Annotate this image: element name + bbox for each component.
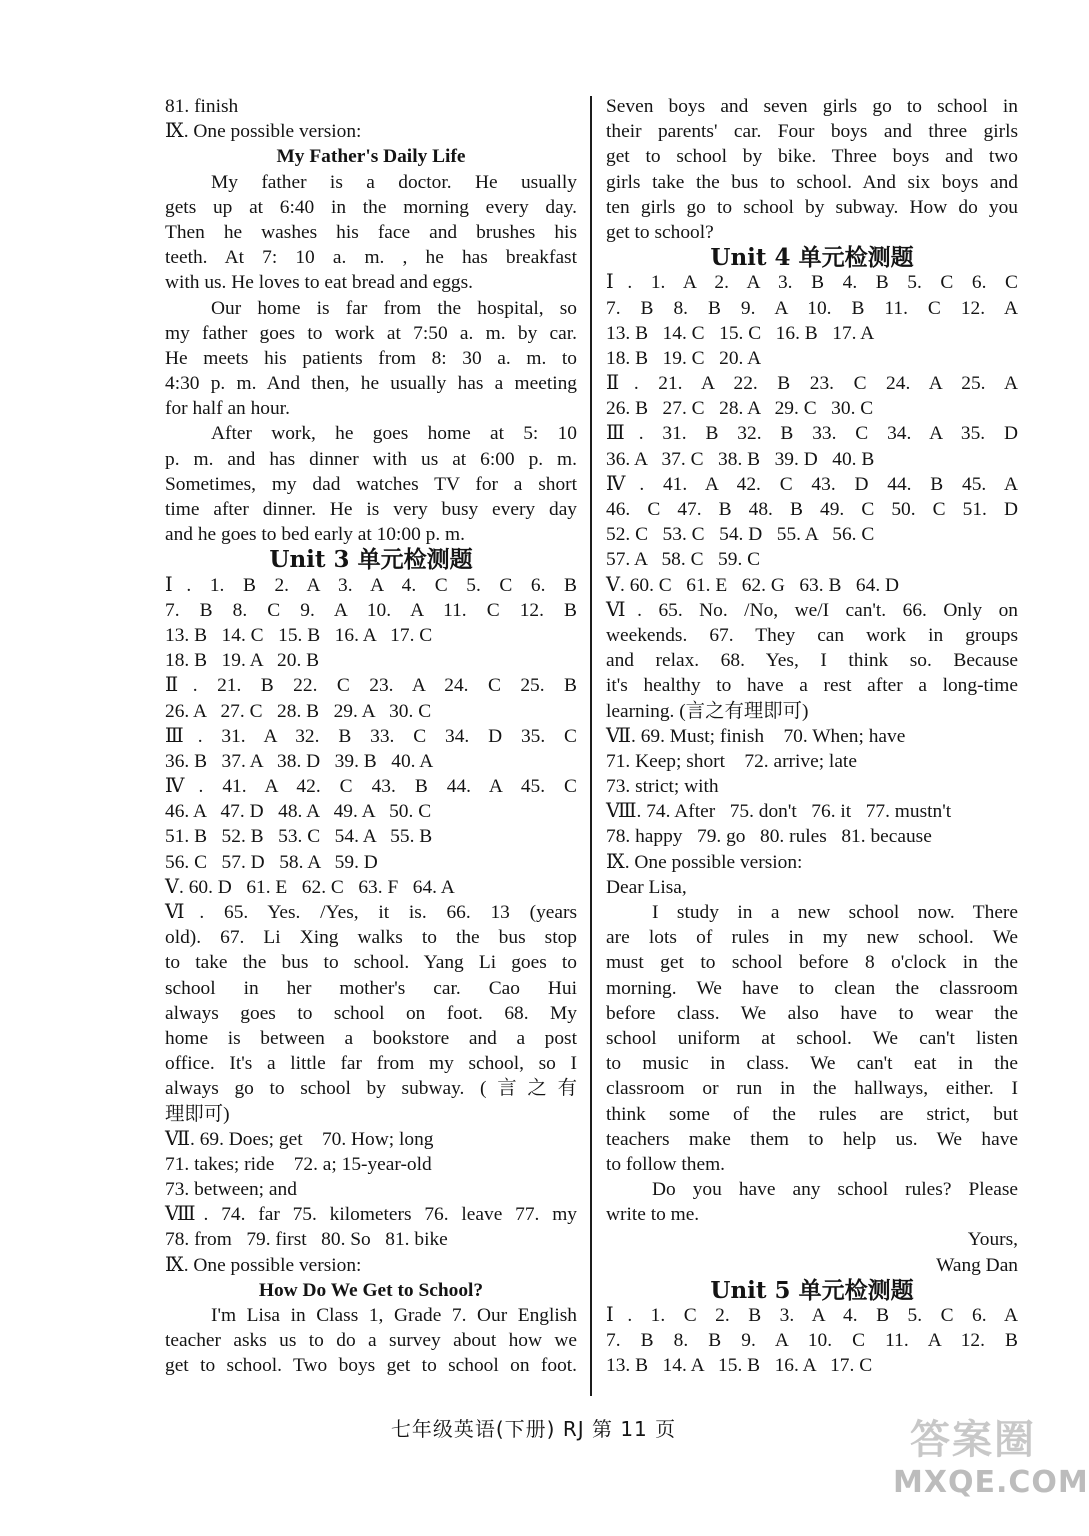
- left-column-line: 26. A 27. C 28. B 29. A 30. C: [165, 700, 432, 722]
- left-column-line: Ⅰ. 1. B 2. A 3. A 4. C 5. C 6. B: [165, 574, 577, 596]
- right-column-line: must get to school before 8 o'clock in the: [606, 952, 1018, 974]
- right-column-line: Ⅴ. 60. C 61. E 62. G 63. B 64. D: [606, 574, 900, 596]
- left-column-line: 理即可): [165, 1103, 230, 1125]
- column-divider: [590, 96, 592, 1396]
- right-column-line: write to me.: [606, 1204, 700, 1226]
- right-column-line: girls take the bus to school. And six boys and: [606, 171, 1018, 193]
- left-column-line: Ⅲ. 31. A 32. B 33. C 34. D 35. C: [165, 725, 577, 747]
- right-column-line: 36. A 37. C 38. B 39. D 40. B: [606, 448, 875, 470]
- left-column-line: 51. B 52. B 53. C 54. A 55. B: [165, 826, 433, 848]
- right-column-line: Ⅱ. 21. A 22. B 23. C 24. A 25. A: [606, 373, 1018, 395]
- left-column-line: After work, he goes home at 5: 10: [211, 423, 577, 445]
- left-column-line: Ⅱ. 21. B 22. C 23. A 24. C 25. B: [165, 675, 577, 697]
- watermark-logo: 答案圈: [910, 1417, 1036, 1463]
- left-column-line: 13. B 14. C 15. B 16. A 17. C: [165, 624, 433, 646]
- left-column-line: Our home is far from the hospital, so: [211, 297, 577, 319]
- right-column-line: ten girls go to school by subway. How do you: [606, 196, 1018, 218]
- left-column-line: school in her mother's car. Cao Hui: [165, 977, 577, 999]
- right-column-line: Wang Dan: [936, 1254, 1018, 1276]
- right-column-line: Ⅰ. 1. A 2. A 3. B 4. B 5. C 6. C: [606, 272, 1018, 294]
- right-column-line: to music in class. We can't eat in the: [606, 1053, 1018, 1075]
- right-column-line: before class. We also have to wear the: [606, 1002, 1018, 1024]
- right-column-line: Ⅲ. 31. B 32. B 33. C 34. A 35. D: [606, 423, 1018, 445]
- right-column-line: school uniform at school. We can't listen: [606, 1027, 1018, 1049]
- left-column-line: I'm Lisa in Class 1, Grade 7. Our English: [211, 1305, 577, 1326]
- left-column-line: and he goes to bed early at 10:00 p. m.: [165, 524, 465, 546]
- left-column-line: My father is a doctor. He usually: [211, 171, 577, 193]
- right-column-line: Do you have any school rules? Please: [652, 1179, 1018, 1201]
- right-column-line: 18. B 19. C 20. A: [606, 347, 762, 369]
- right-column-line: 71. Keep; short 72. arrive; late: [606, 750, 857, 772]
- right-column-line: Ⅰ. 1. C 2. B 3. A 4. B 5. C 6. A: [606, 1305, 1018, 1326]
- right-column-line: think some of the rules are strict, but: [606, 1103, 1018, 1125]
- left-column-line: old). 67. Li Xing walks to the bus stop: [165, 927, 577, 949]
- left-column-line: Ⅸ. One possible version:: [165, 1254, 362, 1276]
- right-column-line: teachers make them to help us. We have: [606, 1128, 1018, 1150]
- left-column-line: 46. A 47. D 48. A 49. A 50. C: [165, 801, 432, 823]
- right-column-line: 26. B 27. C 28. A 29. C 30. C: [606, 398, 874, 420]
- watermark-url: MXQE.COM: [893, 1465, 1089, 1500]
- right-column-line: Yours,: [967, 1229, 1018, 1251]
- right-column-line: 46. C 47. B 48. B 49. C 50. C 51. D: [606, 499, 1018, 520]
- left-column-line: 56. C 57. D 58. A 59. D: [165, 851, 378, 873]
- left-column-line: Then he washes his face and brushes his: [165, 221, 577, 243]
- right-column-line: Dear Lisa,: [606, 876, 687, 898]
- right-column-line: 73. strict; with: [606, 776, 719, 798]
- left-column-line: time after dinner. He is very busy every day: [165, 499, 577, 520]
- right-column-line: Ⅵ. 65. No. /No, we/I can't. 66. Only on: [606, 599, 1018, 621]
- right-column-line: 78. happy 79. go 80. rules 81. because: [606, 826, 932, 848]
- left-column-line: get to school. Two boys get to school on foot.: [165, 1355, 577, 1377]
- left-column-line: home is between a bookstore and a post: [165, 1027, 577, 1049]
- left-column-line: 18. B 19. A 20. B: [165, 650, 320, 672]
- right-column-line: Ⅸ. One possible version:: [606, 851, 803, 873]
- left-column-line: 81. finish: [165, 96, 239, 117]
- page-footer: 七年级英语(下册) RJ 第 11 页: [390, 1417, 677, 1441]
- left-column-line: teeth. At 7: 10 a. m. , he has breakfast: [165, 247, 577, 269]
- left-column-line: Ⅴ. 60. D 61. E 62. C 63. F 64. A: [165, 876, 455, 898]
- right-column-line: Unit 4 单元检测题: [710, 244, 914, 272]
- right-column-line: their parents' car. Four boys and three girls: [606, 121, 1018, 143]
- left-column-line: My Father's Daily Life: [276, 146, 466, 168]
- left-column-line: teacher asks us to do a survey about how we: [165, 1330, 577, 1352]
- left-column-line: for half an hour.: [165, 398, 290, 420]
- left-column-line: Ⅶ. 69. Does; get 70. How; long: [165, 1128, 434, 1150]
- left-column-line: always goes to school on foot. 68. My: [165, 1002, 577, 1024]
- right-column-line: 57. A 58. C 59. C: [606, 549, 761, 571]
- left-column-line: How Do We Get to School?: [258, 1279, 484, 1301]
- right-column-line: 52. C 53. C 54. D 55. A 56. C: [606, 524, 875, 546]
- right-column-line: Unit 5 单元检测题: [710, 1276, 914, 1304]
- right-column-line: learning. (言之有理即可): [606, 700, 809, 722]
- left-column-line: 71. takes; ride 72. a; 15-year-old: [165, 1153, 432, 1175]
- right-column-line: morning. We have to clean the classroom: [606, 977, 1018, 999]
- left-column-line: gets up at 6:40 in the morning every day.: [165, 196, 577, 218]
- right-column-line: Seven boys and seven girls go to school in: [606, 96, 1018, 117]
- right-column-line: 13. B 14. A 15. B 16. A 17. C: [606, 1355, 873, 1377]
- right-column-line: are lots of rules in my new school. We: [606, 927, 1018, 949]
- left-column-line: 7. B 8. C 9. A 10. A 11. C 12. B: [165, 599, 577, 621]
- right-column-line: classroom or run in the hallways, either. I: [606, 1078, 1018, 1100]
- left-column-line: Ⅷ. 74. far 75. kilometers 76. leave 77. my: [165, 1204, 577, 1226]
- left-column-line: Ⅸ. One possible version:: [165, 121, 362, 143]
- right-column-line: get to school?: [606, 221, 714, 243]
- left-column: [165, 94, 577, 1379]
- right-column-line: weekends. 67. They can work in groups: [606, 624, 1018, 646]
- left-column-line: Unit 3 单元检测题: [269, 546, 473, 574]
- right-column-line: Ⅷ. 74. After 75. don't 76. it 77. mustn't: [606, 801, 952, 823]
- right-column-line: to follow them.: [606, 1153, 726, 1175]
- left-column-line: Sometimes, my dad watches TV for a short: [165, 473, 577, 495]
- left-column-line: 78. from 79. first 80. So 81. bike: [165, 1229, 448, 1251]
- left-column-line: Ⅵ. 65. Yes. /Yes, it is. 66. 13 (years: [165, 902, 577, 923]
- left-column-line: 36. B 37. A 38. D 39. B 40. A: [165, 750, 434, 772]
- right-column-line: Ⅳ. 41. A 42. C 43. D 44. B 45. A: [606, 473, 1018, 495]
- left-column-line: 4:30 p. m. And then, he usually has a meeting: [165, 373, 577, 395]
- right-column-line: I study in a new school now. There: [652, 902, 1018, 923]
- right-column-line: 7. B 8. B 9. A 10. B 11. C 12. A: [606, 297, 1018, 319]
- right-column-line: Ⅶ. 69. Must; finish 70. When; have: [606, 725, 906, 747]
- right-column-line: 13. B 14. C 15. C 16. B 17. A: [606, 322, 875, 344]
- left-column-line: always go to school by subway. (言之有: [165, 1078, 577, 1100]
- left-column-line: my father goes to work at 7:50 a. m. by car.: [165, 322, 577, 344]
- left-column-line: 73. between; and: [165, 1179, 297, 1201]
- right-column-line: 7. B 8. B 9. A 10. C 11. A 12. B: [606, 1330, 1018, 1352]
- watermark: [893, 1408, 1089, 1528]
- left-column-line: with us. He loves to eat bread and eggs.: [165, 272, 474, 294]
- left-column-line: He meets his patients from 8: 30 a. m. to: [165, 347, 577, 369]
- left-column-line: p. m. and has dinner with us at 6:00 p. m.: [165, 448, 577, 470]
- right-column-line: get to school by bike. Three boys and two: [606, 146, 1018, 168]
- right-column: [606, 94, 1018, 1379]
- right-column-line: it's healthy to have a rest after a long-time: [606, 675, 1018, 697]
- left-column-line: office. It's a little far from my school, so I: [165, 1053, 577, 1075]
- left-column-line: to take the bus to school. Yang Li goes to: [165, 952, 577, 974]
- right-column-line: and relax. 68. Yes, I think so. Because: [606, 650, 1018, 672]
- left-column-line: Ⅳ. 41. A 42. C 43. B 44. A 45. C: [165, 776, 577, 798]
